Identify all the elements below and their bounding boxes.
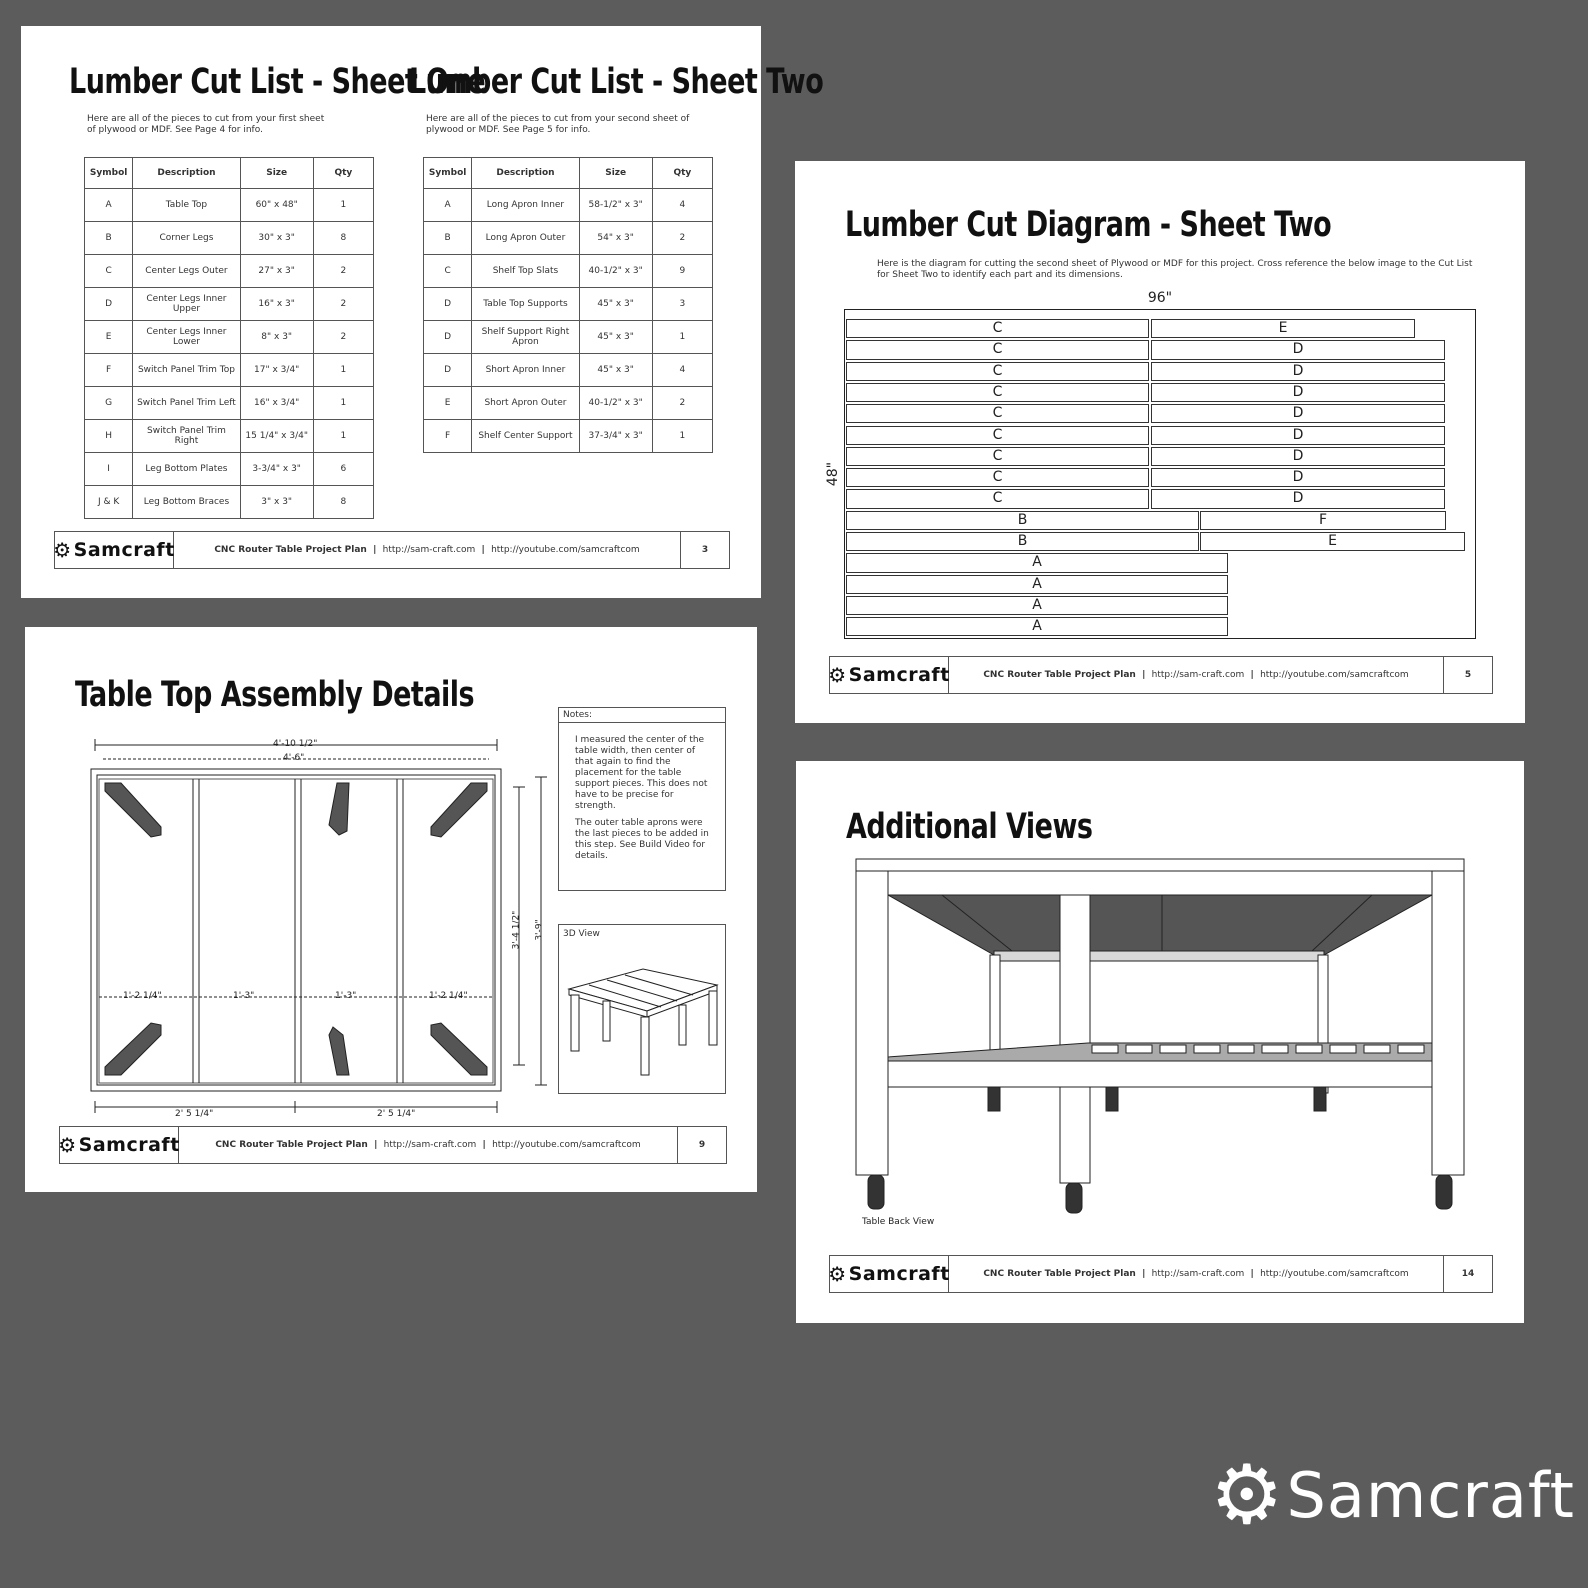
views-title: Additional Views: [846, 807, 1093, 848]
cell-description: Center Legs Outer: [133, 255, 240, 288]
dim-inner-width: 4'-6": [283, 753, 305, 763]
gear-icon: ⚙: [58, 1133, 77, 1157]
table-row: [424, 420, 713, 453]
page-footer: [829, 1255, 1493, 1293]
view-3d-label: 3D View: [563, 929, 600, 939]
cell-qty: 2: [313, 255, 373, 288]
dim-half-left: 2' 5 1/4": [175, 1109, 214, 1119]
cell-size: 3" x 3": [240, 486, 313, 519]
site-link[interactable]: http://sam-craft.com: [383, 1140, 477, 1150]
cut-piece: E: [1151, 319, 1415, 338]
cell-description: Shelf Support Right Apron: [472, 321, 579, 354]
assembly-title: Table Top Assembly Details: [75, 675, 475, 716]
cell-symbol: D: [424, 354, 472, 387]
cell-symbol: J & K: [85, 486, 133, 519]
cell-qty: 2: [652, 387, 712, 420]
cell-symbol: G: [85, 387, 133, 420]
table-row: [424, 387, 713, 420]
cut-piece: D: [1151, 426, 1445, 445]
cell-size: 8" x 3": [240, 321, 313, 354]
page-footer: [829, 656, 1493, 694]
notes-paragraph-1: I measured the center of the table width, then center of that again to find the placement for the table support pieces. This does not have to be precise for strength.: [575, 735, 708, 811]
table-3d-render: [561, 945, 721, 1075]
cell-size: 45" x 3": [579, 288, 652, 321]
cell-symbol: C: [424, 255, 472, 288]
cut-piece: D: [1151, 468, 1445, 487]
cell-size: 45" x 3": [579, 354, 652, 387]
cut-piece: A: [846, 553, 1228, 572]
table-row: [85, 486, 374, 519]
cell-symbol: C: [85, 255, 133, 288]
site-link[interactable]: http://sam-craft.com: [1151, 670, 1245, 680]
cut-piece: D: [1151, 404, 1445, 423]
footer-logo: ⚙ Samcraft: [55, 532, 174, 568]
table-row: [424, 321, 713, 354]
table-row: [85, 189, 374, 222]
cell-qty: 2: [652, 222, 712, 255]
diagram-title: Lumber Cut Diagram - Sheet Two: [845, 205, 1332, 246]
table-row: [424, 354, 713, 387]
table-row: [424, 189, 713, 222]
cell-description: Short Apron Inner: [472, 354, 579, 387]
gear-icon: ⚙: [53, 538, 72, 562]
page-additional-views: [796, 761, 1524, 1323]
brand-logo: [1210, 1448, 1575, 1543]
cell-size: 16" x 3": [240, 288, 313, 321]
footer-text: CNC Router Table Project Plan | http://sam-craft.com | http://youtube.com/samcraftcom: [983, 1269, 1409, 1279]
cell-size: 15 1/4" x 3/4": [240, 420, 313, 453]
cell-qty: 1: [652, 321, 712, 354]
page-footer: [54, 531, 730, 569]
cell-qty: 3: [652, 288, 712, 321]
col-qty: Qty: [313, 158, 373, 189]
page-number: 5: [1443, 657, 1492, 693]
cell-symbol: D: [85, 288, 133, 321]
gear-icon: ⚙: [828, 663, 847, 687]
cut-piece: C: [846, 319, 1149, 338]
page-footer: [59, 1126, 727, 1164]
cell-size: 40-1/2" x 3": [579, 255, 652, 288]
cut-piece: E: [1200, 532, 1465, 551]
cell-description: Long Apron Outer: [472, 222, 579, 255]
cell-symbol: B: [85, 222, 133, 255]
title-sheet-one: Lumber Cut List - Sheet One: [69, 62, 486, 103]
page-cut-diagram: [795, 161, 1525, 723]
table-row: [424, 255, 713, 288]
notes-header: Notes:: [559, 708, 725, 723]
cut-piece: A: [846, 617, 1228, 636]
cut-piece: B: [846, 511, 1199, 530]
footer-logo: ⚙ Samcraft: [60, 1127, 179, 1163]
cell-size: 3-3/4" x 3": [240, 453, 313, 486]
cell-description: Switch Panel Trim Top: [133, 354, 240, 387]
table-row: [424, 288, 713, 321]
cell-description: Switch Panel Trim Left: [133, 387, 240, 420]
gear-icon: ⚙: [1210, 1448, 1285, 1543]
col-symbol: Symbol: [85, 158, 133, 189]
cell-qty: 1: [313, 387, 373, 420]
cell-symbol: D: [424, 321, 472, 354]
table-row: [85, 288, 374, 321]
cell-symbol: H: [85, 420, 133, 453]
cell-symbol: F: [424, 420, 472, 453]
cut-piece: F: [1200, 511, 1446, 530]
table-back-view: [852, 855, 1492, 1235]
page-number: 9: [677, 1127, 726, 1163]
table-row: [424, 222, 713, 255]
cut-piece: C: [846, 340, 1149, 359]
table-row: [85, 321, 374, 354]
notes-box: [558, 707, 726, 891]
footer-text: CNC Router Table Project Plan | http://sam-craft.com | http://youtube.com/samcraftcom: [983, 670, 1409, 680]
youtube-link[interactable]: http://youtube.com/samcraftcom: [492, 1140, 641, 1150]
col-description: Description: [472, 158, 579, 189]
cell-qty: 1: [313, 354, 373, 387]
brand-text: Samcraft: [1286, 1459, 1575, 1532]
cell-qty: 1: [652, 420, 712, 453]
cell-qty: 9: [652, 255, 712, 288]
table-top-plan: [85, 735, 555, 1125]
youtube-link[interactable]: http://youtube.com/samcraftcom: [491, 545, 640, 555]
table-row: [85, 255, 374, 288]
cell-description: Center Legs Inner Lower: [133, 321, 240, 354]
cut-piece: D: [1151, 447, 1445, 466]
dim-bay-4: 1'-2 1/4": [429, 991, 468, 1001]
cut-table-sheet-one: [84, 157, 374, 519]
cell-description: Table Top Supports: [472, 288, 579, 321]
cell-size: 17" x 3/4": [240, 354, 313, 387]
dim-bay-2: 1'-3": [233, 991, 255, 1001]
cut-table-sheet-two: [423, 157, 713, 453]
cell-size: 45" x 3": [579, 321, 652, 354]
cell-symbol: I: [85, 453, 133, 486]
cell-qty: 8: [313, 222, 373, 255]
cut-piece: B: [846, 532, 1199, 551]
cell-qty: 4: [652, 354, 712, 387]
site-link[interactable]: http://sam-craft.com: [382, 545, 476, 555]
cut-piece: C: [846, 404, 1149, 423]
cell-symbol: A: [424, 189, 472, 222]
cell-description: Center Legs Inner Upper: [133, 288, 240, 321]
cell-symbol: D: [424, 288, 472, 321]
table-row: [85, 354, 374, 387]
cell-symbol: E: [85, 321, 133, 354]
page-number: 14: [1443, 1256, 1492, 1292]
title-sheet-two: Lumber Cut List - Sheet Two: [409, 62, 824, 103]
cut-piece: D: [1151, 489, 1445, 508]
sheet-two-rows: [424, 189, 713, 453]
cell-size: 30" x 3": [240, 222, 313, 255]
cut-piece: C: [846, 447, 1149, 466]
cell-description: Leg Bottom Braces: [133, 486, 240, 519]
cell-size: 40-1/2" x 3": [579, 387, 652, 420]
cell-size: 27" x 3": [240, 255, 313, 288]
cut-piece: C: [846, 383, 1149, 402]
table-row: [85, 453, 374, 486]
cell-description: Table Top: [133, 189, 240, 222]
cell-size: 54" x 3": [579, 222, 652, 255]
dim-depth-outer: 3'-9": [534, 919, 545, 941]
cell-size: 58-1/2" x 3": [579, 189, 652, 222]
intro-sheet-one: Here are all of the pieces to cut from your first sheet of plywood or MDF. See Page 4 for info.: [87, 114, 325, 135]
cell-description: Corner Legs: [133, 222, 240, 255]
col-size: Size: [579, 158, 652, 189]
dim-depth-inner: 3'-4 1/2": [511, 910, 522, 950]
col-description: Description: [133, 158, 240, 189]
footer-text: CNC Router Table Project Plan | http://sam-craft.com | http://youtube.com/samcraftcom: [215, 1140, 641, 1150]
col-size: Size: [240, 158, 313, 189]
col-qty: Qty: [652, 158, 712, 189]
notes-paragraph-2: The outer table aprons were the last pieces to be added in this step. See Build Video for details.: [575, 818, 709, 861]
cut-piece: D: [1151, 340, 1445, 359]
cell-symbol: F: [85, 354, 133, 387]
cell-size: 60" x 48": [240, 189, 313, 222]
dim-overall-width: 4'-10 1/2": [273, 739, 318, 749]
cell-qty: 4: [652, 189, 712, 222]
back-view-caption: Table Back View: [862, 1217, 935, 1227]
cell-size: 16" x 3/4": [240, 387, 313, 420]
cell-qty: 1: [313, 189, 373, 222]
page-cut-list: [21, 26, 824, 598]
cut-piece: C: [846, 489, 1149, 508]
cell-description: Long Apron Inner: [472, 189, 579, 222]
footer-logo: ⚙ Samcraft: [830, 1256, 949, 1292]
cut-piece: C: [846, 468, 1149, 487]
cell-qty: 2: [313, 321, 373, 354]
cut-piece: C: [846, 426, 1149, 445]
table-row: [85, 420, 374, 453]
cell-description: Leg Bottom Plates: [133, 453, 240, 486]
cell-qty: 6: [313, 453, 373, 486]
cell-symbol: A: [85, 189, 133, 222]
diagram-intro: Here is the diagram for cutting the second sheet of Plywood or MDF for this project. Cross reference the below image to the Cut List for Sheet Two to identify each part and its dimensions.: [877, 259, 1473, 280]
youtube-link[interactable]: http://youtube.com/samcraftcom: [1260, 670, 1409, 680]
cell-description: Switch Panel Trim Right: [133, 420, 240, 453]
cut-piece: A: [846, 596, 1228, 615]
cut-piece: D: [1151, 383, 1445, 402]
dim-bay-3: 1'-3": [335, 991, 357, 1001]
sheet-one-rows: [85, 189, 374, 519]
cut-piece: C: [846, 362, 1149, 381]
table-row: [85, 387, 374, 420]
cut-piece: D: [1151, 362, 1445, 381]
page-table-top: [25, 627, 757, 1192]
footer-text: CNC Router Table Project Plan | http://sam-craft.com | http://youtube.com/samcraftcom: [214, 545, 640, 555]
cell-description: Shelf Top Slats: [472, 255, 579, 288]
youtube-link[interactable]: http://youtube.com/samcraftcom: [1260, 1269, 1409, 1279]
cell-symbol: E: [424, 387, 472, 420]
height-label: 48": [825, 461, 842, 487]
gear-icon: ⚙: [828, 1262, 847, 1286]
cut-piece: A: [846, 575, 1228, 594]
cell-symbol: B: [424, 222, 472, 255]
cell-description: Shelf Center Support: [472, 420, 579, 453]
cell-size: 37-3/4" x 3": [579, 420, 652, 453]
intro-sheet-two: Here are all of the pieces to cut from your second sheet of plywood or MDF. See Page 5 for info.: [426, 114, 690, 135]
dim-half-right: 2' 5 1/4": [377, 1109, 416, 1119]
col-symbol: Symbol: [424, 158, 472, 189]
page-number: 3: [680, 532, 729, 568]
dim-bay-1: 1'-2 1/4": [123, 991, 162, 1001]
footer-logo: ⚙ Samcraft: [830, 657, 949, 693]
table-row: [85, 222, 374, 255]
view-3d-box: [558, 924, 726, 1094]
cell-description: Short Apron Outer: [472, 387, 579, 420]
cell-qty: 1: [313, 420, 373, 453]
cell-qty: 8: [313, 486, 373, 519]
width-label: 96": [1147, 290, 1173, 306]
cell-qty: 2: [313, 288, 373, 321]
site-link[interactable]: http://sam-craft.com: [1151, 1269, 1245, 1279]
